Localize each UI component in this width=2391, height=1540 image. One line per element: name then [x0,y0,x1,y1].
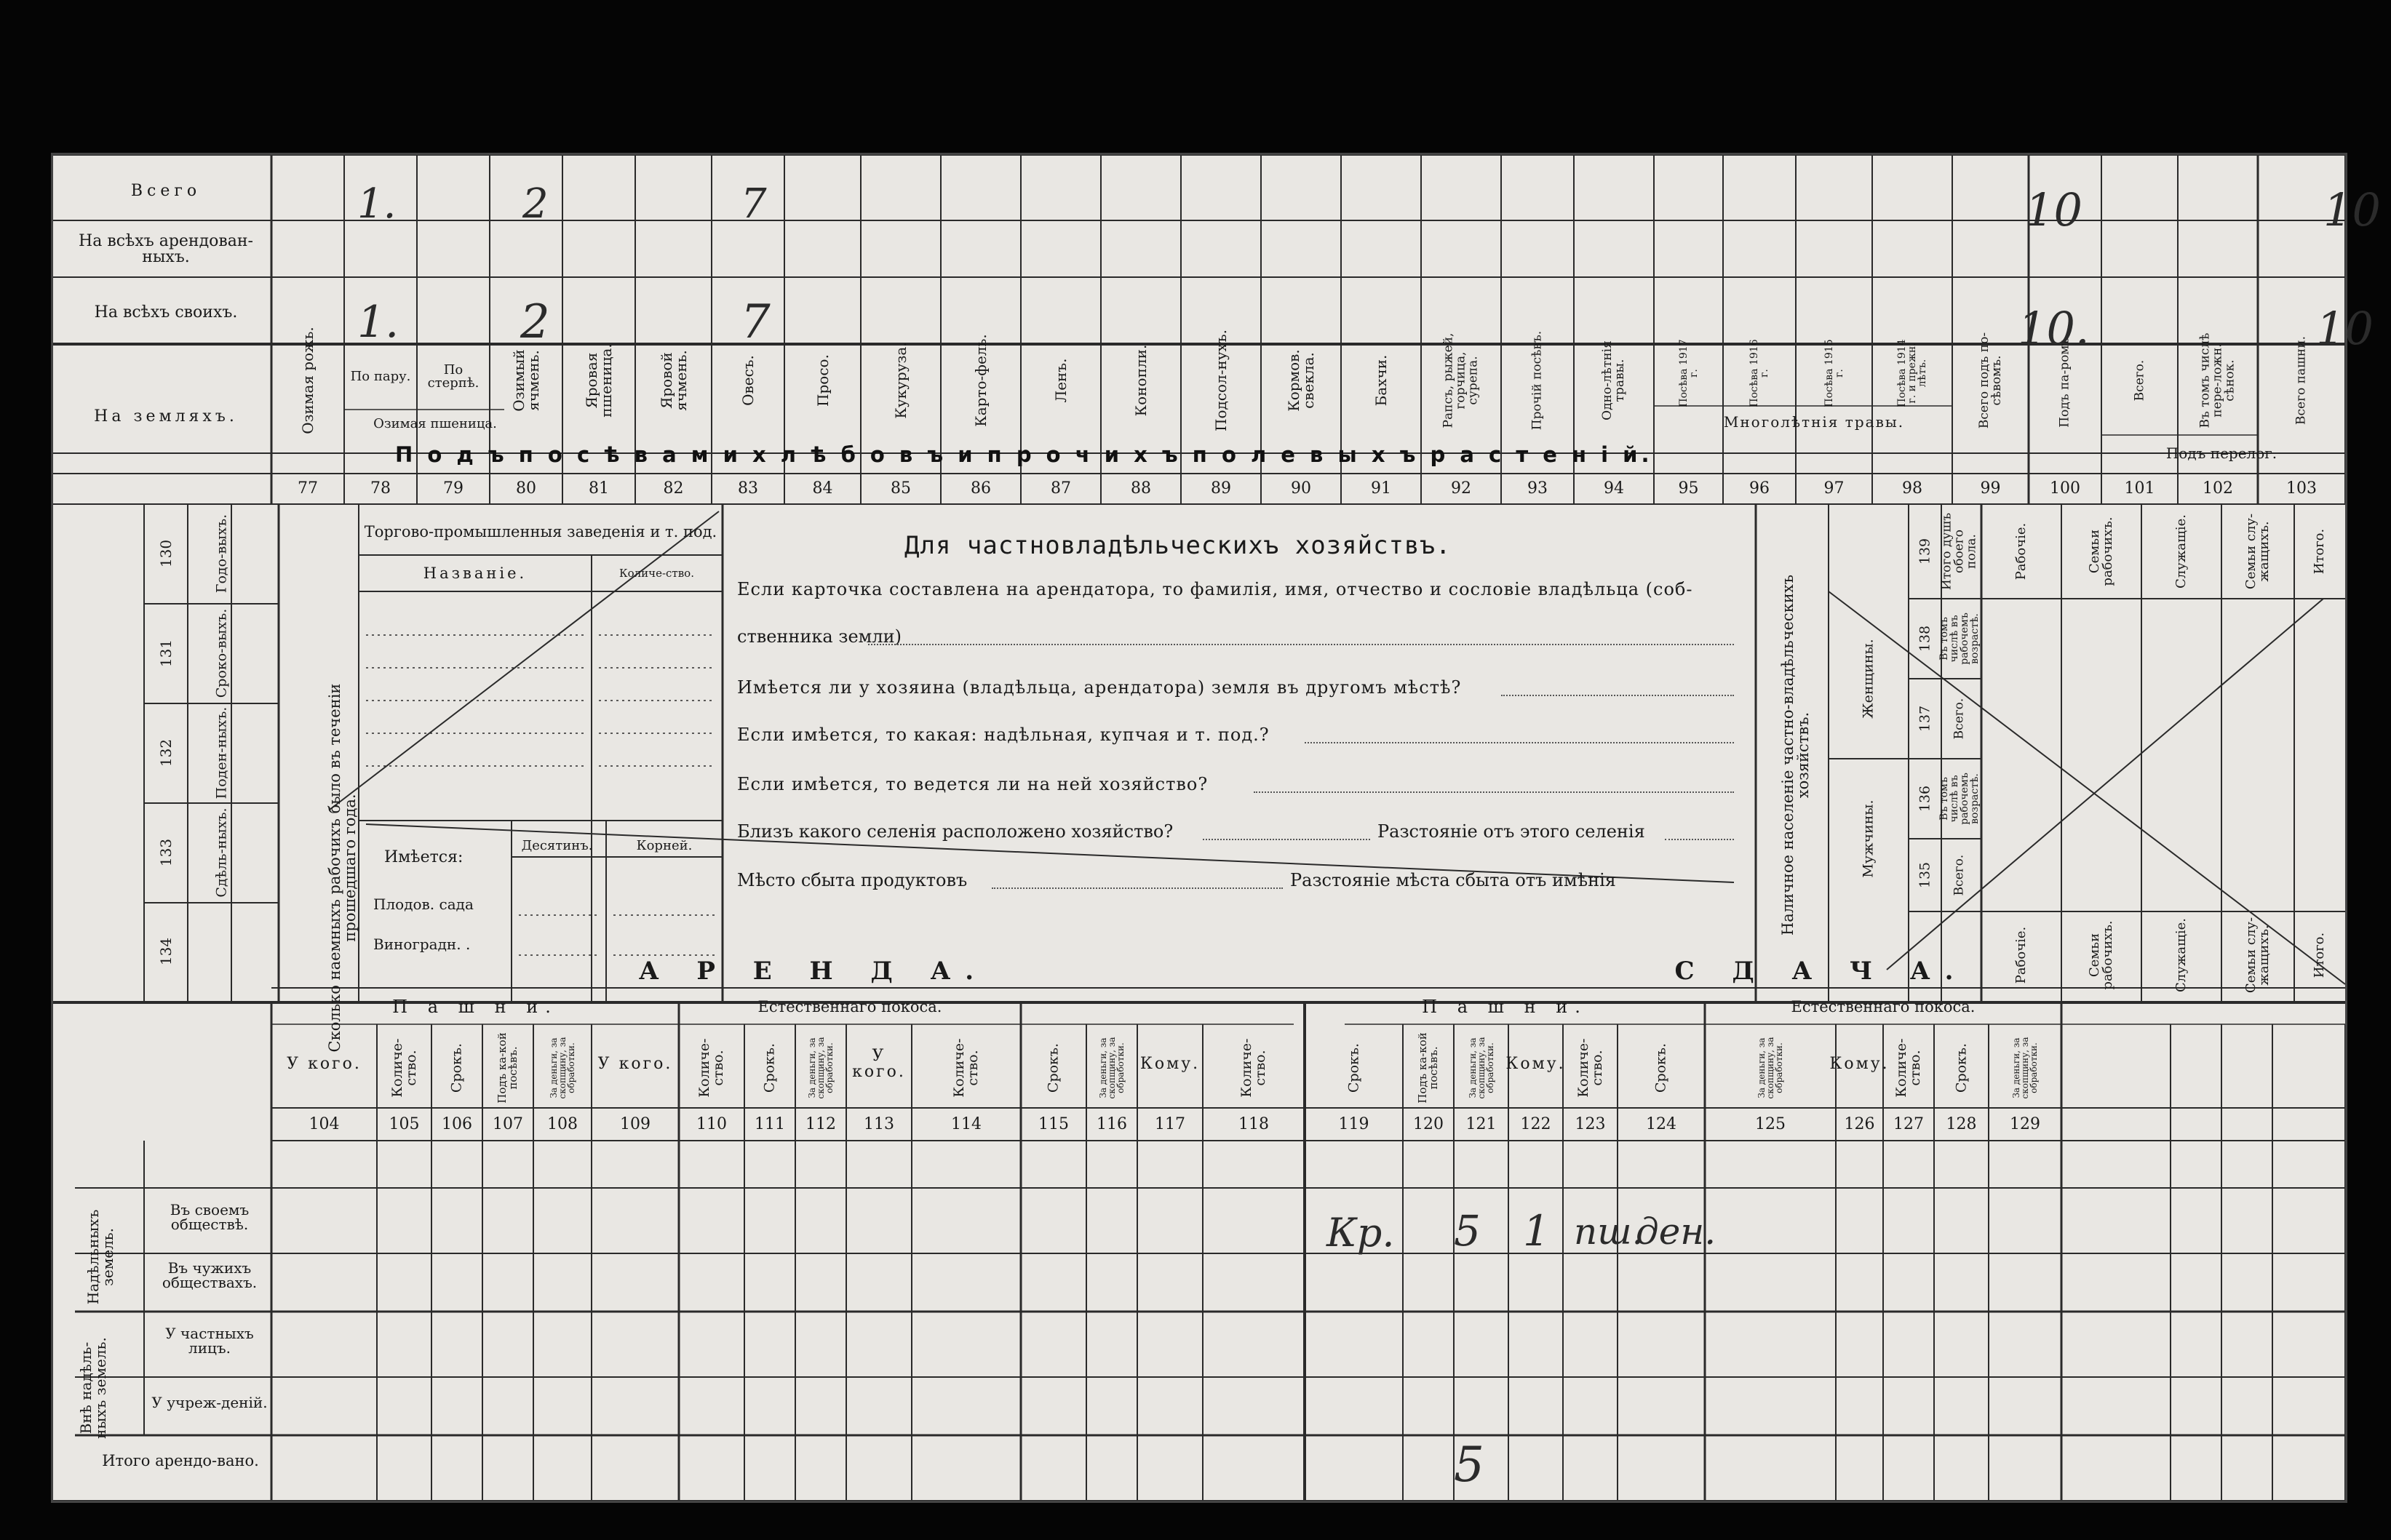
worker-type-3: Сдѣль-ныхъ. [213,807,230,898]
bot-header-pod_kakoi-16: Подъ ка-кой посѣвъ. [1416,1032,1440,1104]
hw-srok: 1 [1523,1206,1550,1256]
bot-num-118: 118 [1238,1115,1269,1133]
v-tom-zhen-label: Въ томъ числѣ въ рабочемъ возрастѣ. [1938,613,1981,665]
q6-text: Мѣсто сбыта продуктовъ [737,870,968,890]
hw-svoi-10b: 10 [2316,302,2374,355]
arenda-pashni-header: П а ш н и. [392,997,558,1017]
right-col-top-1: Семьи рабочихъ. [2087,516,2115,586]
q1-answer-line[interactable] [868,644,1734,645]
bot-header-kolvo-19: Количе-ство. [1575,1038,1605,1098]
bot-header-kolvo-1: Количе-ство. [389,1038,419,1098]
bot-num-119: 119 [1338,1115,1369,1133]
right-col-bottom-0: Рабочiе. [2013,926,2029,984]
worker-num-132: 132 [157,738,175,767]
bot-header-za_dengi-8: За деньги, за скопщину, за обработки. [807,1037,835,1099]
bot-header-u_kogo-0: У кого. [287,1055,362,1073]
census-card [51,153,2381,1503]
hw-dengi: ден. [1636,1210,1716,1253]
right-col-top-3: Семьи слу-жащихъ. [2243,513,2272,590]
hw-posev: пш. [1574,1210,1644,1253]
top-col-header-22: Всего подъ по-сѣвомъ. [1976,332,2004,429]
bot-num-115: 115 [1038,1115,1069,1133]
worker-num-131: 131 [157,639,175,668]
top-num-83: 83 [738,479,758,498]
q2-text: Имѣется ли у хозяина (владѣльца, арендатора) земля въ другомъ мѣстѣ? [737,677,1462,698]
top-col-header-5: Яровой ячмень. [657,350,690,411]
bot-num-120: 120 [1413,1115,1444,1133]
bot-header-pod_kakoi-3: Подъ ка-кой посѣвъ. [496,1032,520,1104]
row-svoi-label: На всѣхъ своихъ. [94,303,238,322]
bot-num-127: 127 [1893,1115,1924,1133]
q4-text: Если имѣется, то ведется ли на ней хозяйство? [737,774,1209,794]
vinograd-label: Виноградн. . [373,935,471,953]
bot-header-srok-24: Срокъ. [1953,1042,1969,1093]
top-num-91: 91 [1371,479,1391,498]
top-col-header-10: Ленъ. [1052,358,1070,403]
worker-type-0: Годо-выхъ. [213,514,230,594]
top-num-95: 95 [1678,479,1699,498]
bot-header-za_dengi-25: За деньги, за скопщину, за обработки. [2011,1037,2039,1099]
top-col-header-25: Въ томъ числѣ пере-ложн. сѣнок. [2197,332,2237,428]
bot-header-za_dengi-17: За деньги, за скопщину, за обработки. [1467,1037,1495,1099]
trade-name-header: Названiе. [423,564,528,582]
row-itogo: Итого арендо-вано. [102,1451,259,1469]
hw-svoi-10a: 10. [2018,302,2090,355]
bot-num-114: 114 [951,1115,982,1133]
bot-header-kolvo-14: Количе-ство. [1238,1038,1268,1098]
q4-answer-line[interactable] [1254,791,1734,793]
hw-vsego-1: 1. [357,180,397,228]
top-num-100: 100 [2050,479,2080,498]
sdacha-pashni-header: П а ш н и. [1422,997,1588,1017]
worker-num-134: 134 [157,937,175,966]
bot-header-kolvo-23: Количе-ство. [1893,1038,1923,1098]
top-col-header-2: По стерпѣ. [427,362,480,391]
bot-num-110: 110 [696,1115,727,1133]
bot-header-komu-18: Кому. [1505,1055,1566,1073]
desyatin-header: Десятинъ. [521,838,593,853]
hired-workers-title: Сколько наемныхъ рабочихъ было въ теченiи прошедшаго года. [326,683,359,1053]
top-num-79: 79 [443,479,464,498]
bot-header-u_kogo-5: У кого. [597,1055,673,1073]
top-num-78: 78 [370,479,391,498]
row-chastnyh: У частныхъ лицъ. [165,1325,254,1357]
top-num-103: 103 [2286,479,2317,498]
group-ozimaya-pshenitsa: Озимая пшеница. [373,416,497,431]
top-col-header-7: Просо. [813,354,832,407]
top-num-87: 87 [1051,479,1071,498]
row-arend-label: На всѣхъ арендован- ныхъ. [79,232,253,266]
top-num-89: 89 [1211,479,1231,498]
bot-header-komu-22: Кому. [1829,1055,1890,1073]
row-svoem: Въ своемъ обществѣ. [170,1201,250,1233]
top-num-82: 82 [663,479,684,498]
pop-num-138: 138 [1917,625,1933,653]
top-col-header-4: Яровая пшеница. [583,343,615,418]
top-col-header-3: Озимый ячмень. [510,349,542,412]
top-col-header-9: Карто-фель. [972,334,990,427]
top-num-97: 97 [1823,479,1845,498]
top-num-101: 101 [2124,479,2155,498]
top-num-102: 102 [2203,479,2233,498]
hw-kolvo: 5 [1454,1206,1481,1256]
worker-num-133: 133 [157,838,175,867]
top-col-header-0: Озимая рожь. [299,327,317,434]
right-col-bottom-3: Семьи слу-жащихъ. [2243,917,2272,994]
zhenshchiny-label: Женщины. [1860,639,1877,719]
sad-label: Плодов. сада [373,895,474,913]
hw-svoi-7: 7 [741,295,771,349]
top-col-header-11: Конопли. [1132,344,1150,417]
row-uchrezhdeniy: У учреж-денiй. [151,1394,268,1411]
q2-answer-line[interactable] [1501,695,1734,696]
bot-num-108: 108 [547,1115,578,1133]
top-col-header-13: Кормов. свекла. [1285,349,1317,412]
bot-header-srok-7: Срокъ. [761,1042,778,1093]
pop-num-136: 136 [1917,785,1933,813]
private-title: Для частновладѣльческихъ хозяйствъ. [904,531,1452,560]
vsego-muzh-label: Всего. [1952,854,1967,896]
pop-num-135: 135 [1917,861,1933,889]
hw-vsego-10a: 10 [2025,183,2082,236]
top-num-94: 94 [1604,479,1624,498]
top-num-88: 88 [1131,479,1151,498]
top-col-header-8: Кукуруза. [892,342,910,419]
top-col-header-26: Всего пашни. [2293,336,2309,425]
bot-num-124: 124 [1646,1115,1676,1133]
sdacha-title: С Д А Ч А. [1674,957,1968,986]
bot-header-za_dengi-12: За деньги, за скопщину, за обработки. [1098,1037,1126,1099]
top-num-96: 96 [1749,479,1770,498]
bot-header-u_kogo-9: У кого. [852,1047,906,1081]
bot-header-komu-13: Кому. [1139,1055,1201,1073]
top-col-header-15: Рапсъ, рыжей, горчица, сурепа. [1441,332,1481,428]
top-col-header-18: Посѣва 1917 г. [1677,339,1700,407]
top-col-header-14: Бахчи. [1372,354,1390,407]
worker-type-2: Поден-ныхъ. [213,706,230,799]
trade-title: Торгово-промышленныя заведенiя и т. под. [364,522,717,540]
bot-num-106: 106 [442,1115,472,1133]
bot-header-za_dengi-4: За деньги, за скопщину, за обработки. [549,1037,576,1099]
top-col-header-20: Посѣва 1915 г. [1823,339,1845,407]
bot-header-kolvo-10: Количе-ство. [951,1038,981,1098]
v-tom-muzh-label: Въ томъ числѣ въ рабочемъ возрастѣ. [1938,773,1981,825]
q6b-text: Разстоянiе мѣста сбыта отъ имѣнiя [1290,870,1616,890]
top-col-header-21: Посѣва 1914 г. и прежн. лѣтъ. [1896,339,1928,407]
bot-num-128: 128 [1946,1115,1977,1133]
row-zemlyah-label: На земляхъ. [94,407,238,426]
q5-text: Близъ какого селенiя расположено хозяйство? [737,821,1174,842]
top-col-header-17: Одно-лѣтнiя травы. [1600,340,1627,420]
bot-header-kolvo-6: Количе-ство. [696,1038,726,1098]
top-col-header-23: Подъ па-ромъ. [2057,333,2072,428]
top-num-92: 92 [1451,479,1471,498]
group-perelog: Подъ перелог. [2165,444,2277,462]
worker-type-1: Сроко-выхъ. [213,608,230,698]
muzhchiny-label: Мужчины. [1860,799,1877,878]
hw-komu: Кр. [1326,1210,1395,1256]
banner-posevy: П о д ъ п о с ѣ в а м и х л ѣ б о в ъ и п р о ч и х ъ п о л е в ы х ъ р а с т е н i й. [395,442,1653,467]
top-num-85: 85 [891,479,911,498]
bot-num-111: 111 [755,1115,785,1133]
top-col-header-1: По пару. [350,369,411,384]
right-col-bottom-4: Итого. [2312,932,2327,978]
bot-header-za_dengi-21: За деньги, за скопщину, за обработки. [1757,1037,1784,1099]
top-num-93: 93 [1527,479,1548,498]
worker-num-130: 130 [157,539,175,568]
q5b-answer-line[interactable] [1665,839,1734,840]
vne-nadel-label: Внѣ надѣль-ныхъ земель. [77,1337,109,1439]
bot-header-srok-2: Срокъ. [448,1042,465,1093]
bot-header-srok-20: Срокъ. [1652,1042,1669,1093]
hw-vsego-10b: 10 [2323,183,2381,236]
right-col-bottom-2: Служащiе. [2173,918,2189,992]
right-col-bottom-1: Семьи рабочихъ. [2087,920,2115,990]
bot-header-srok-15: Срокъ. [1345,1042,1361,1093]
bot-num-129: 129 [2010,1115,2040,1133]
top-num-81: 81 [589,479,609,498]
bot-header-srok-11: Срокъ. [1045,1042,1062,1093]
hw-svoi-1: 1. [357,297,399,348]
right-col-top-2: Служащiе. [2173,514,2189,589]
pop-num-137: 137 [1917,705,1933,733]
group-mnogoletnie: Многолѣтнiя травы. [1723,413,1905,431]
arenda-pokos-header: Естественнаго покоса. [757,997,942,1016]
row-vsego-label: Всего [130,182,202,200]
q5b-text: Разстоянiе отъ этого селенiя [1377,821,1645,842]
bot-num-105: 105 [389,1115,420,1133]
top-num-77: 77 [298,479,318,498]
right-col-top-0: Рабочiе. [2013,522,2029,581]
top-num-99: 99 [1980,479,2001,498]
top-num-80: 80 [516,479,536,498]
q1-text-cont: ственника земли) [737,626,902,647]
bot-num-122: 122 [1520,1115,1551,1133]
top-col-header-12: Подсол-нухъ. [1212,330,1230,431]
has-label: Имѣется: [384,848,464,866]
bot-num-113: 113 [864,1115,894,1133]
trade-qty-header: Количе-ство. [619,566,694,580]
row-chuzhih: Въ чужихъ обществахъ. [162,1259,258,1291]
hw-vsego-7: 7 [741,180,767,228]
top-col-header-24: Всего. [2132,359,2147,402]
top-num-84: 84 [812,479,833,498]
sdacha-pokos-header: Естественнаго покоса. [1791,997,1976,1016]
top-col-header-6: Овесъ. [739,355,757,406]
bot-num-117: 117 [1155,1115,1185,1133]
korney-header: Корней. [636,838,693,853]
q3-text: Если имѣется, то какая: надѣльная, купчая и т. под.? [737,725,1270,745]
hw-svoi-2: 2 [520,295,550,349]
q3-answer-line[interactable] [1305,742,1734,743]
q6-answer-line[interactable] [992,887,1283,889]
bot-num-112: 112 [805,1115,836,1133]
pop-num-139: 139 [1917,538,1933,565]
vsego-zhen-label: Всего. [1952,698,1967,740]
bot-num-109: 109 [620,1115,651,1133]
bot-num-121: 121 [1465,1115,1497,1133]
top-num-90: 90 [1291,479,1311,498]
top-col-header-16: Прочiй посѣвъ. [1529,330,1545,431]
bot-num-125: 125 [1755,1115,1786,1133]
itogo-oboego-label: Итого душъ обоего пола. [1939,512,1979,591]
q5-answer-line[interactable] [1203,839,1370,840]
right-col-top-4: Итого. [2312,528,2327,575]
arenda-title: А Р Е Н Д А. [638,957,989,986]
top-num-86: 86 [971,479,991,498]
bot-num-104: 104 [309,1115,340,1133]
q1-text: Если карточка составлена на арендатора, то фамилiя, имя, отчество и сословiе владѣльца (соб- [737,579,1693,599]
bot-num-126: 126 [1844,1115,1875,1133]
hw-itogo-5: 5 [1454,1437,1484,1493]
bot-num-116: 116 [1097,1115,1127,1133]
bot-num-107: 107 [493,1115,523,1133]
population-title: Наличное населенiе частно-владѣльческихъ хозяйствъ. [1779,574,1812,936]
top-col-header-19: Посѣва 1916 г. [1749,339,1770,407]
top-num-98: 98 [1902,479,1922,498]
bot-num-123: 123 [1575,1115,1606,1133]
nadel-label: Надѣльныхъ земель. [84,1209,116,1305]
hw-vsego-2: 2 [522,180,549,228]
